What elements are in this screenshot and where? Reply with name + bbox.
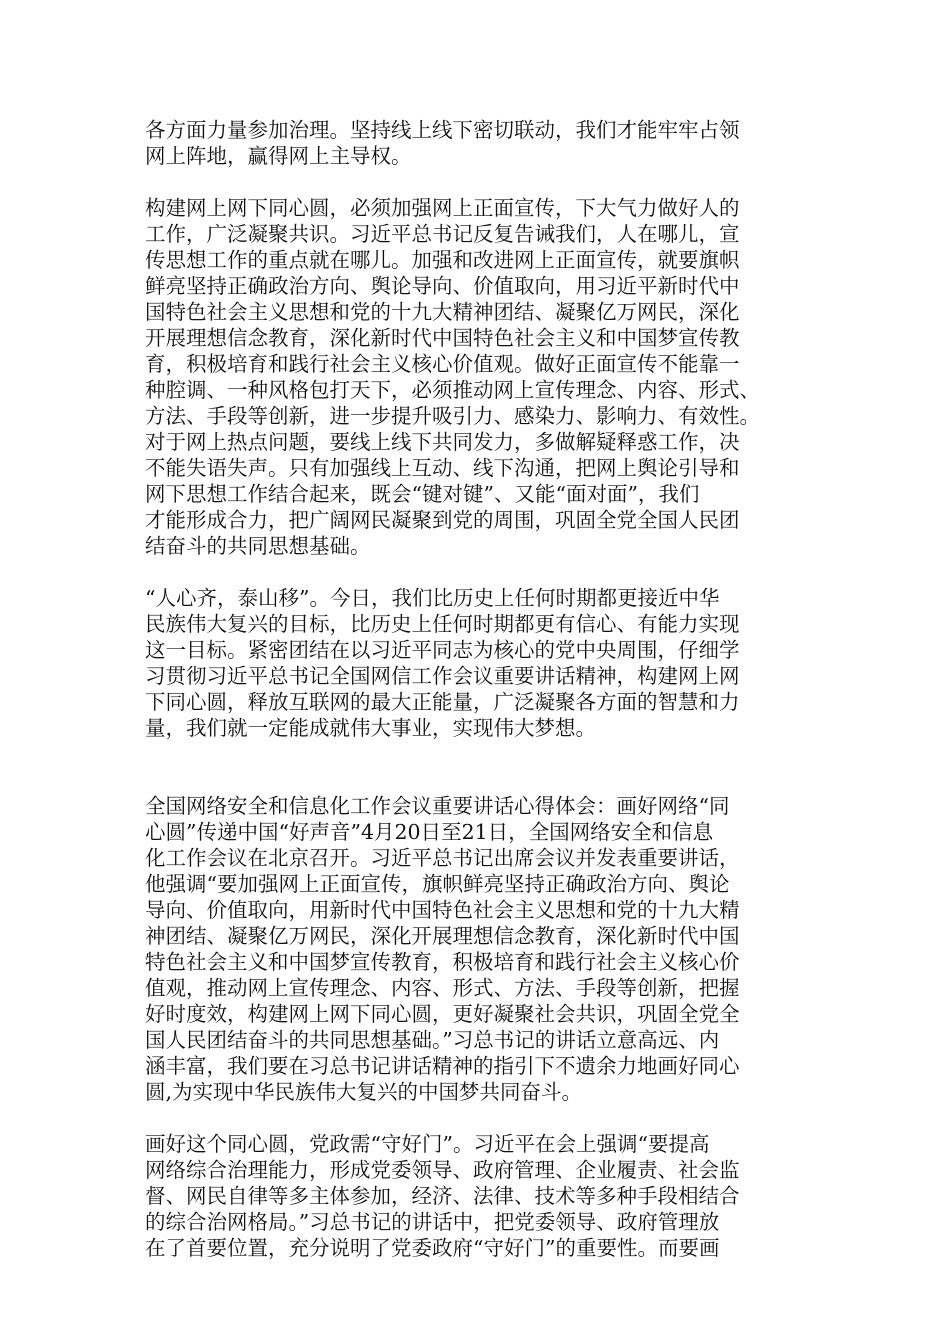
paragraph-spacer [145, 169, 810, 195]
paragraph-1: 各方面力量参加治理。坚持线上线下密切联动，我们才能牢牢占领 网上阵地，赢得网上主导权。 [145, 118, 740, 168]
paragraph-3: “人心齐，泰山移”。今日，我们比历史上任何时期都更接近中华 民族伟大复兴的目标，比历史上任何时期都更有信心、有能力实现 这一目标。紧密团结在以习近平同志为核心的党中央周围，仔细学 习贯彻习近平总书记全国网信工作会议重要讲话精神，构建网上网 下同心圆，释放互联网的最大正能量，广泛凝聚各方面的智慧和力 量，我们就一定能成就伟大事业，实现伟大梦想。 [145, 586, 740, 740]
paragraph-5: 画好这个同心圆，党政需“守好门”。习近平在会上强调“要提高 网络综合治理能力，形成党委领导、政府管理、企业履责、社会监 督、网民自律等多主体参加，经济、法律、技术等多种手段相结合 的综合治网格局。”习总书记的讲话中，把党委领导、政府管理放 在了首要位置，充分说明了党委政府“守好门”的重要性。而要画 [145, 1132, 740, 1260]
paragraph-2: 构建网上网下同心圆，必须加强网上正面宣传，下大气力做好人的 工作，广泛凝聚共识。习近平总书记反复告诫我们，人在哪儿，宣 传思想工作的重点就在哪儿。加强和改进网上正面宣传，就要旗帜 鲜亮坚持正确政治方向、舆论导向、价值取向，用习近平新时代中 国特色社会主义思想和党的十九大精神团结、凝聚亿万网民，深化 开展理想信念教育，深化新时代中国特色社会主义和中国梦宣传教 育，积极培育和践行社会主义核心价值观。做好正面宣传不能靠一 种腔调、一种风格包打天下，必须推动网上宣传理念、内容、形式、 方法、手段等创新，进一步提升吸引力、感染力、影响力、有效性。 对于网上热点问题，要线上线下共同发力，多做解疑释惑工作，决 不能失语失声。只有加强线上互动、线下沟通，把网上舆论引导和 网下思想工作结合起来，既会“键对键”、又能“面对面”，我们 才能形成合力，把广阔网民凝聚到党的周围，巩固全党全国人民团 结奋斗的共同思想基础。 [145, 196, 760, 558]
section-spacer [145, 741, 810, 793]
paragraph-spacer [145, 1105, 810, 1131]
document-body [145, 117, 810, 1261]
paragraph-spacer [145, 559, 810, 585]
paragraph-4: 全国网络安全和信息化工作会议重要讲话心得体会：画好网络“同 心圆”传递中国“好声音”4月20日至21日，全国网络安全和信息 化工作会议在北京召开。习近平总书记出席会议并发表重要讲话， 他强调“要加强网上正面宣传，旗帜鲜亮坚持正确政治方向、舆论 导向、价值取向，用新时代中国特色社会主义思想和党的十九大精 神团结、凝聚亿万网民，深化开展理想信念教育，深化新时代中国 特色社会主义和中国梦宣传教育，积极培育和践行社会主义核心价 值观，推动网上宣传理念、内容、形式、方法、手段等创新，把握 好时度效，构建网上网下同心圆，更好凝聚社会共识，巩固全党全 国人民团结奋斗的共同思想基础。”习总书记的讲话立意高远、内 涵丰富，我们要在习总书记讲话精神的指引下不遗余力地画好同心 圆,为实现中华民族伟大复兴的中国梦共同奋斗。 [145, 794, 740, 1104]
